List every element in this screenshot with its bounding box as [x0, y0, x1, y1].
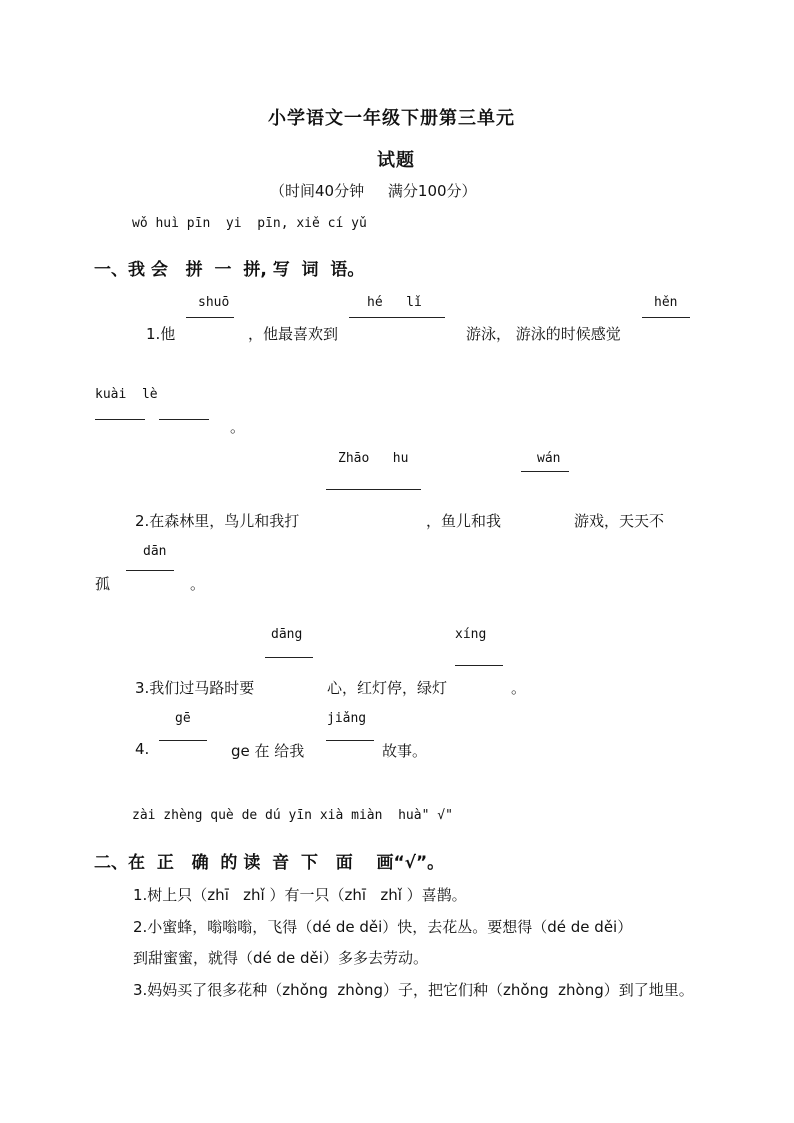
q2-pinyin-wan: wán [537, 451, 561, 466]
page-subtitle: 试题 [377, 150, 415, 171]
q3-text-b: 心，红灯停，绿灯 [327, 679, 448, 697]
q1-blank-3[interactable] [642, 317, 690, 318]
q2-pinyin-zhaohu: Zhāo hu [338, 451, 409, 466]
q1-blank-2[interactable] [349, 317, 445, 318]
q2-pinyin-dan: dān [143, 544, 167, 559]
q2-text-b: ，鱼儿和我 [426, 512, 502, 530]
q4-text-a: 4. [135, 740, 150, 758]
q3-blank-xing[interactable] [455, 665, 503, 666]
section2-line-2: 2.小蜜蜂，嗡嗡嗡，飞得（dé de děi）快，去花丛。要想得（dé de děi） [133, 918, 633, 936]
time-note: （时间40分钟 满分100分） [270, 182, 477, 200]
q3-pinyin-xing: xíng [455, 627, 487, 642]
q4-text-c: 故事。 [382, 742, 428, 760]
q1-blank-1[interactable] [186, 317, 234, 318]
q2-end: 。 [190, 575, 206, 593]
q1-text-a: 1.他 [146, 325, 176, 343]
q3-pinyin-dang: dāng [271, 627, 303, 642]
q1-end: 。 [230, 418, 246, 436]
section1-pinyin: wǒ huì pīn yi pīn, xiě cí yǔ [132, 216, 367, 231]
q1-pinyin-hen: hěn [654, 295, 678, 310]
q4-blank-jiang[interactable] [326, 740, 374, 741]
q2-text-d: 孤 [95, 575, 111, 593]
section2-pinyin: zài zhèng què de dú yīn xià miàn huà" √" [132, 808, 453, 823]
q1-text-c: 游泳， 游泳的时候感觉 [466, 325, 621, 343]
section1-heading: 一、我 会 拼 一 拼, 写 词 语。 [94, 260, 365, 280]
q2-text-a: 2.在森林里，鸟儿和我打 [135, 512, 300, 530]
q4-pinyin-jiang: jiǎng [327, 711, 367, 726]
section2-line-1: 1.树上只（zhī zhǐ ）有一只（zhī zhǐ ）喜鹊。 [133, 886, 467, 904]
q1-blank-4b[interactable] [159, 419, 209, 420]
q2-text-c: 游戏，天天不 [574, 512, 665, 530]
q4-text-b: ge 在 给我 [231, 742, 305, 760]
q1-blank-4a[interactable] [95, 419, 145, 420]
q2-blank-dan[interactable] [126, 570, 174, 571]
q2-blank-wan[interactable] [521, 471, 569, 472]
q1-pinyin-kuaile: kuài lè [95, 387, 158, 402]
section2-heading: 二、在 正 确 的 读 音 下 面 画“√”。 [94, 853, 445, 873]
q4-blank-ge[interactable] [159, 740, 207, 741]
q1-pinyin-heli: hé lǐ [367, 295, 422, 310]
q2-blank-zhaohu[interactable] [326, 489, 421, 490]
q1-pinyin-shuo: shuō [198, 295, 230, 310]
q3-end: 。 [511, 679, 527, 697]
q1-text-b: ，他最喜欢到 [248, 325, 339, 343]
q4-pinyin-ge: gē [175, 711, 191, 726]
page-title: 小学语文一年级下册第三单元 [268, 108, 515, 129]
section2-line-4: 3.妈妈买了很多花种（zhǒng zhòng）子，把它们种（zhǒng zhòng）到了地里。 [133, 981, 694, 999]
section2-line-3: 到甜蜜蜜，就得（dé de děi）多多去劳动。 [133, 949, 428, 967]
q3-text-a: 3.我们过马路时要 [135, 679, 255, 697]
q3-blank-dang[interactable] [265, 657, 313, 658]
